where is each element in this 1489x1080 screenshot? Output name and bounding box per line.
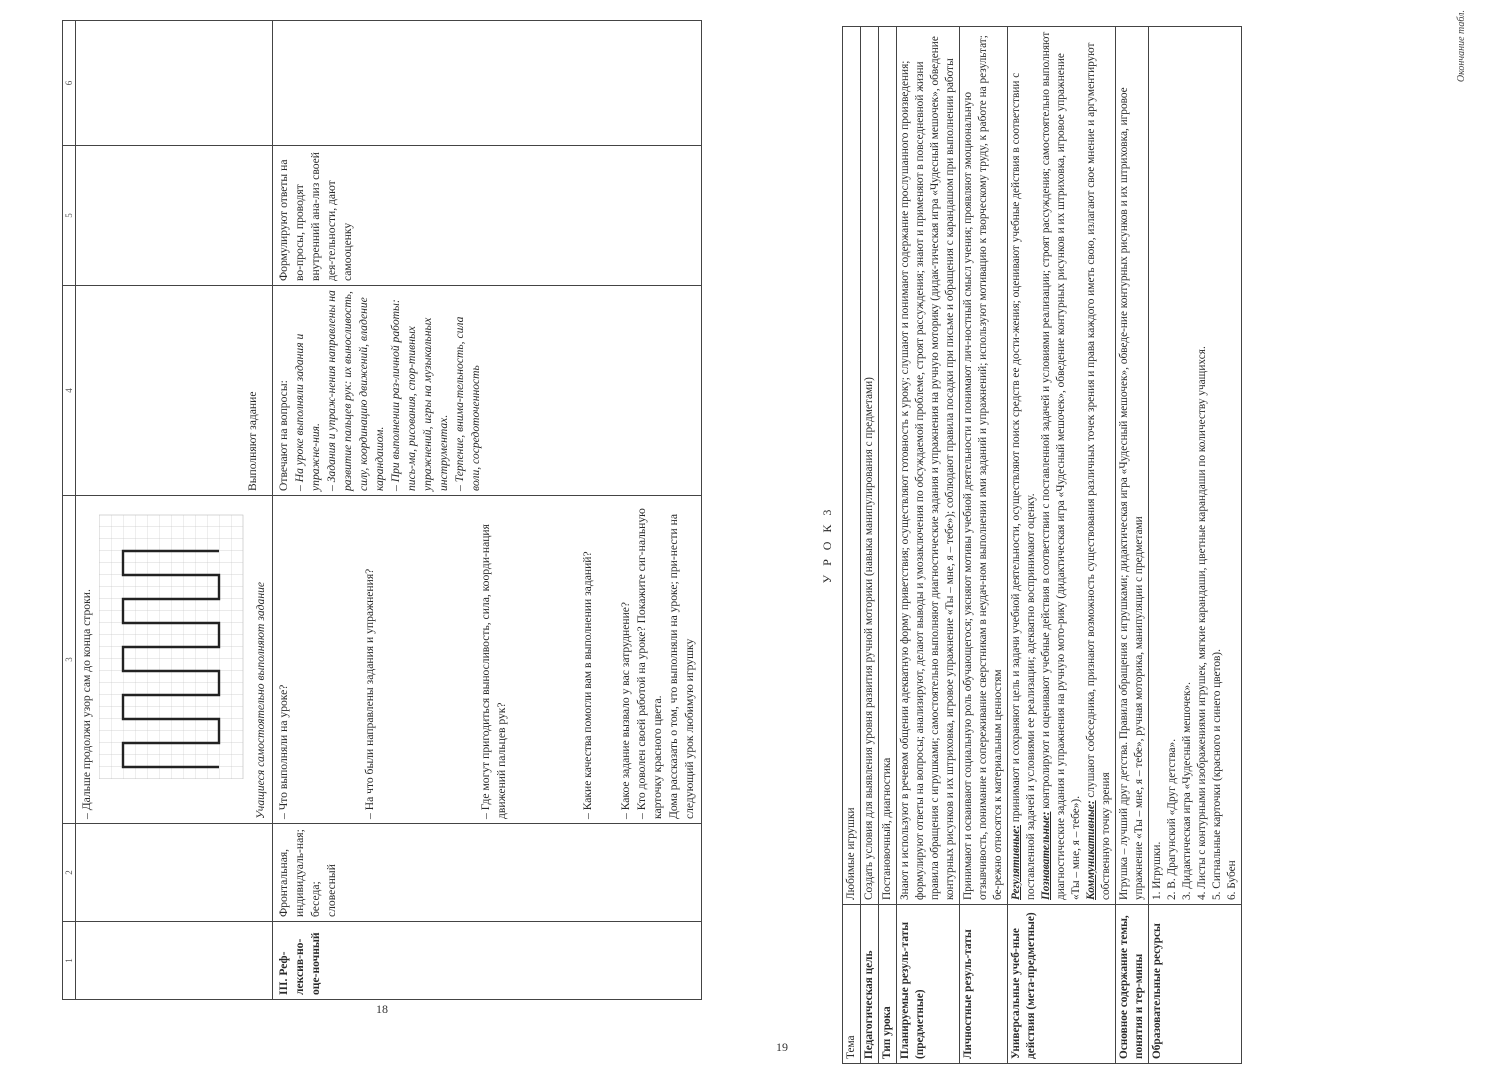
row-goal [861, 27, 879, 1064]
col-num-3: 3 [63, 496, 76, 824]
value-uud [1008, 27, 1116, 905]
resource-item: 2. В. Драгунский «Друг детства». [1166, 738, 1179, 900]
page-19 [812, 26, 1472, 1064]
label-content: Основное содержание темы, понятия и тер-мины [1116, 905, 1149, 1064]
question-6: – Кто доволен своей работой на уроке? Покажите сиг-нальную карточку красного цвета. [635, 508, 665, 819]
question-4: – Какие качества помогли вам в выполнении заданий? [581, 551, 595, 819]
uud-cognitive: контролируют и оценивают учебные действия в соответствии с поставленной задачей и условиями реализации; строят рассуждения; самостоятельно выполняют диагностические задания и упражнения на ручную мото-рику (дидактическая игра «Чудесный мешочек», обведение контурных рисунков и их штриховка, игровое упражнение «Ты – мне, я – тебе»). [1040, 31, 1083, 900]
pattern-row [76, 21, 273, 1000]
page-number-18: 18 [376, 1002, 388, 1016]
row-content [1116, 27, 1149, 1064]
col-num-2: 2 [63, 824, 76, 922]
label-personal-results: Личностные резуль-таты [960, 905, 1008, 1064]
resource-item: 4. Листы с контурными изображениями игрушек, мягкие карандаши, цветные карандаши по количеству учащихся. [1196, 346, 1209, 900]
row-type [879, 27, 897, 1064]
empty-col6 [273, 21, 702, 146]
work-form: Фронтальная, индивидуаль-ная; беседа; словесный [273, 824, 702, 922]
label-uud: Универсальные учеб-ные действия (мета-предметные) [1008, 905, 1116, 1064]
zigzag-pattern-figure [99, 500, 249, 819]
student-answers [273, 286, 702, 496]
row-uud [1008, 27, 1116, 1064]
value-type: Постановочный, диагностика [879, 27, 897, 905]
lesson3-table [842, 26, 1242, 1064]
value-resources [1149, 27, 1242, 905]
uud-regulative-label: Регулятивные: [1010, 824, 1023, 900]
answer-2: – Задания и упраж-нения направлены на развитие пальцев рук: их выносливость, силу, координацию движений, владение карандашом. [325, 290, 387, 491]
students-task-text: Учащиеся самостоятельно выполняют задание [254, 581, 268, 819]
row-personal-results [960, 27, 1008, 1064]
col-num-5: 5 [63, 146, 76, 286]
page-number-19: 19 [776, 1040, 788, 1054]
label-type: Тип урока [879, 905, 897, 1064]
teacher-instruction: – Дальше продолжи узор сам до конца строки. [80, 589, 94, 819]
value-subject-results: Знают и используют в речевом общении адекватную форму приветствия; осуществляют готовность к уроку; слушают и понимают содержание прослушанного произведения; формулируют ответы на вопросы; анализируют, делают выводы и умозаключения по обсуждаемой проблеме, строят рассуждения; знают и применяют в повседневной жизни правила обращения с игрушками; самостоятельно выполняют диагностические задания и упражнения на ручную моторику (дидак-тическая игра «Чудесный мешочек», обведение контурных рисунков и их штриховка, игровое упражнение «Ты – мне, я – тебе»); соблюдают правила посадки при письме и обращения с карандашом при выполнении работы [897, 27, 960, 905]
col4-task [76, 286, 273, 496]
label-resources: Образовательные ресурсы [1149, 905, 1242, 1064]
lesson-table-continuation [62, 20, 702, 1000]
col-num-1: 1 [63, 922, 76, 1000]
resource-item: 5. Сигнальные карточки (красного и синего цветов). [1211, 649, 1224, 900]
question-2: – На что были направлены задания и упражнения? [363, 568, 377, 819]
page-18 [62, 20, 797, 1000]
teacher-questions [273, 496, 702, 824]
resource-item: 1. Игрушки. [1151, 841, 1164, 900]
col-num-4: 4 [63, 286, 76, 496]
value-personal-results: Принимают и осваивают социальную роль обучающегося; уясняют мотивы учебной деятельности и понимают лич-ностный смысл учения; проявляют эмоциональную отзывчивость, понимание и сопереживание сверстникам в неудач-ном выполнении ими заданий и упражнений; используют мотивацию к творческому труду, к работе на результат; бе-режно относятся к материальным ценностям [960, 27, 1008, 905]
label-subject-results: Планируемые резуль-таты (предметные) [897, 905, 960, 1064]
uud-cognitive-label: Познавательные: [1040, 811, 1053, 900]
question-3: – Где могут пригодиться выносливость, сила, коорди-нация движений пальцев рук? [479, 524, 509, 819]
uud-communicative-label: Коммуникативные: [1085, 800, 1098, 900]
reflection-row [273, 21, 702, 1000]
uud-communicative: слушают собеседника, признают возможность существования различных точек зрения и права каждого иметь свою, излагают свое мнение и аргументируют собственную точку зрения [1085, 42, 1113, 900]
col4-task-text: Выполняют задание [246, 391, 260, 491]
answer-3: – При выполнении раз-личной работы: пись-ма, рисования, спор-тивных упражнений, игры на музыкальных инструментах. [389, 299, 451, 491]
resource-item: 6. Бубен [1226, 860, 1239, 900]
uud-regulative: принимают и сохраняют цель и задачи учебной деятельности, осуществляют поиск средств ее дости-жения; оценивают учебные действия в соответствии с поставленной задачей и условиями ее реализации; адекватно воспринимают оценку. [1010, 72, 1038, 900]
value-content: Игрушка – лучший друг детства. Правила обращения с игрушками; дидактическая игра «Чудесный мешочек», обведе-ние контурных рисунков и их штриховка, игровое упражнение «Ты – мне, я – тебе», ручная моторика, манипуляции с предметами [1116, 27, 1149, 905]
label-goal: Педагогическая цель [861, 905, 879, 1064]
value-goal: Создать условия для выявления уровня развития ручной моторики (навыка манипулирования с предметами) [861, 27, 879, 905]
answer-4: – Терпение, внима-тельность, сила воли, сосредоточенность [453, 316, 483, 491]
question-1: – Что выполняли на уроке? [277, 684, 291, 819]
row-topic [843, 27, 861, 1064]
answer-1: – На уроке выполняли задания и упражне-ния. [293, 333, 323, 491]
student-activity: Формулируют ответы на во-просы, проводят внутренний ана-лиз своей дея-тельности, дают самооценку [273, 146, 702, 286]
label-topic: Тема [843, 905, 861, 1064]
lesson-title: У Р О К 3 [820, 506, 834, 584]
column-number-row [63, 21, 76, 1000]
col-num-6: 6 [63, 21, 76, 146]
pattern-cell [76, 496, 273, 824]
question-5: – Какое задание вызвало у вас затруднение? [619, 601, 633, 819]
continuation-note: Окончание табл. [1456, 10, 1467, 83]
value-topic: Любимые игрушки [843, 27, 861, 905]
stage-reflection: III. Реф-лексив-но-оце-ночный [273, 922, 702, 1000]
row-subject-results [897, 27, 960, 1064]
answers-intro: Отвечают на вопросы: [277, 380, 291, 491]
resource-item: 3. Дидактическая игра «Чудесный мешочек». [1181, 681, 1194, 900]
row-resources [1149, 27, 1242, 1064]
homework: Дома рассказать о том, что выполняли на уроке; при-нести на следующий урок любимую игрушку [667, 513, 697, 819]
